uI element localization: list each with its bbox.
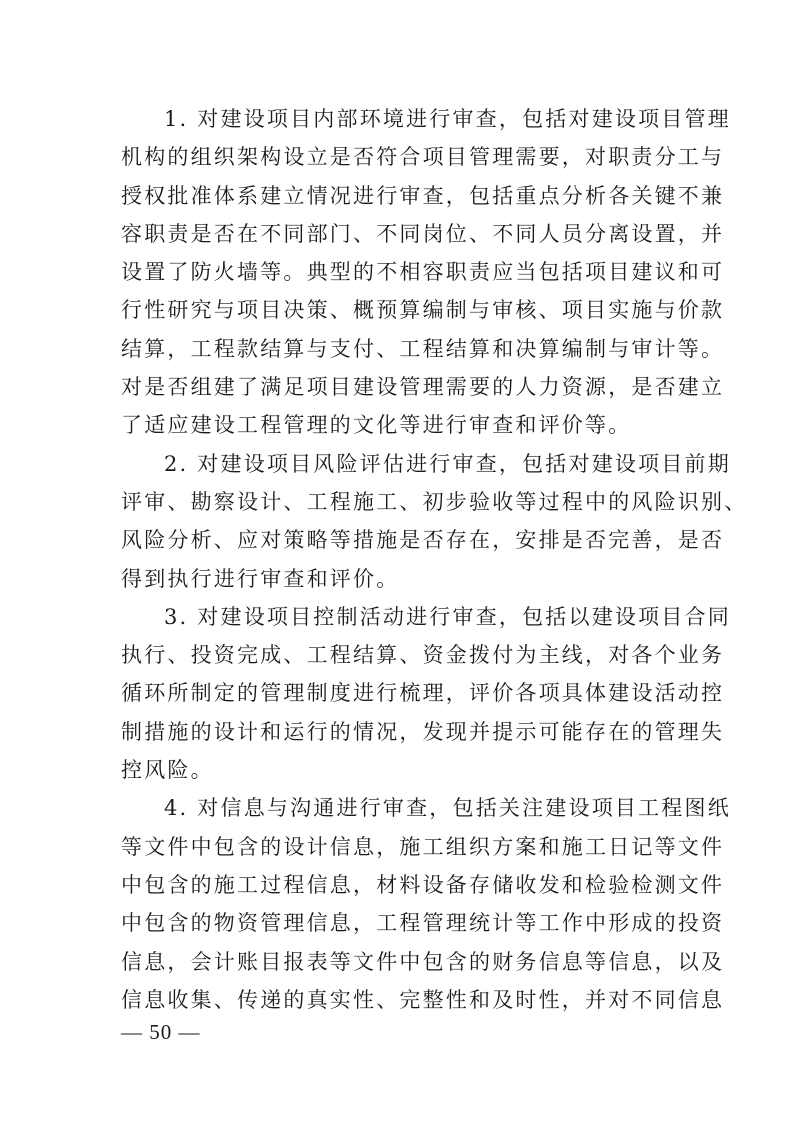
paragraph-1-line-6: 行性研究与项目决策、概预算编制与审核、项目实施与价款 bbox=[121, 298, 725, 323]
paragraph-1-line-3: 授权批准体系建立情况进行审查，包括重点分析各关键不兼 bbox=[121, 183, 725, 208]
paragraph-1-line-7: 结算，工程款结算与支付、工程结算和决算编制与审计等。 bbox=[121, 336, 725, 361]
paragraph-4-line-3: 中包含的施工过程信息，材料设备存储收发和检验检测文件 bbox=[121, 872, 725, 897]
page-number: — 50 — bbox=[121, 1020, 201, 1044]
paragraph-1-line-1: 1. 对建设项目内部环境进行审查，包括对建设项目管理 bbox=[164, 107, 731, 131]
paragraph-4-line-5: 信息，会计账目报表等文件中包含的财务信息等信息，以及 bbox=[121, 949, 725, 974]
paragraph-1-line-9: 了适应建设工程管理的文化等进行审查和评价等。 bbox=[121, 413, 632, 438]
paragraph-3-line-2: 执行、投资完成、工程结算、资金拨付为主线，对各个业务 bbox=[121, 643, 725, 668]
paragraph-2-line-3: 风险分析、应对策略等措施是否存在，安排是否完善，是否 bbox=[121, 528, 725, 553]
paragraph-2-line-2: 评审、勘察设计、工程施工、初步验收等过程中的风险识别、 bbox=[121, 489, 748, 514]
paragraph-2-line-4: 得到执行进行审查和评价。 bbox=[121, 566, 400, 591]
paragraph-3-line-3: 循环所制定的管理制度进行梳理，评价各项具体建设活动控 bbox=[121, 681, 725, 706]
paragraph-1-line-4: 容职责是否在不同部门、不同岗位、不同人员分离设置，并 bbox=[121, 221, 725, 246]
body-text bbox=[121, 100, 748, 1019]
paragraph-4-line-2: 等文件中包含的设计信息，施工组织方案和施工日记等文件 bbox=[121, 834, 725, 859]
paragraph-2-line-1: 2. 对建设项目风险评估进行审查，包括对建设项目前期 bbox=[164, 451, 731, 476]
paragraph-4-line-4: 中包含的物资管理信息，工程管理统计等工作中形成的投资 bbox=[121, 911, 725, 936]
paragraph-4-line-6: 信息收集、传递的真实性、完整性和及时性，并对不同信息 bbox=[121, 987, 725, 1012]
paragraph-1-line-8: 对是否组建了满足项目建设管理需要的人力资源，是否建立 bbox=[121, 375, 725, 400]
paragraph-3-line-5: 控风险。 bbox=[121, 758, 214, 783]
paragraph-3-line-4: 制措施的设计和运行的情况，发现并提示可能存在的管理失 bbox=[121, 719, 725, 744]
paragraph-4-line-1: 4. 对信息与沟通进行审查，包括关注建设项目工程图纸 bbox=[164, 796, 731, 821]
paragraph-1-line-2: 机构的组织架构设立是否符合项目管理需要，对职责分工与 bbox=[121, 145, 725, 170]
paragraph-3-line-1: 3. 对建设项目控制活动进行审查，包括以建设项目合同 bbox=[164, 604, 731, 629]
paragraph-1-line-5: 设置了防火墙等。典型的不相容职责应当包括项目建议和可 bbox=[121, 260, 725, 285]
